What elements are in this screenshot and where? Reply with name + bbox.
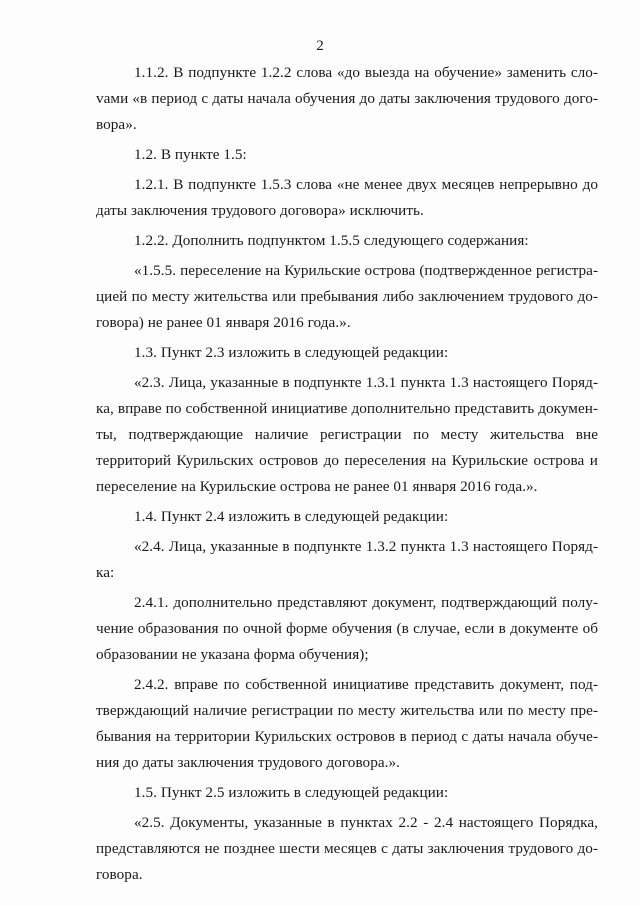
paragraph-quote-2-4: «2.4. Лица, указанные в подпункте 1.3.2 пункта 1.3 настоящего Порядка: [96, 538, 598, 581]
paragraph-quote-1-5-5: «1.5.5. переселение на Курильские острова (подтвержденное регистрацией по месту жительства или пребывания либо заключением трудового договора) не ранее 01 января 2016 года.». [96, 262, 598, 331]
paragraph-1-3: 1.3. Пункт 2.3 изложить в следующей редакции: [134, 344, 449, 361]
paragraph-1-2: 1.2. В пункте 1.5: [134, 146, 247, 163]
paragraph-quote-2-5: «2.5. Документы, указанные в пунктах 2.2 - 2.4 настоящего Порядка, представляются не позднее шести месяцев с даты заключения трудового договора. [96, 814, 598, 883]
paragraph-1-1-2: 1.1.2. В подпункте 1.2.2 слова «до выезда на обучение» заменить слоvами «в период с даты начала обучения до даты заключения трудового договора». [96, 64, 598, 133]
paragraph-1-2-1: 1.2.1. В подпункте 1.5.3 слова «не менее двух месяцев непрерывно до даты заключения трудового договора» исключить. [96, 176, 598, 219]
page-number: 2 [316, 38, 324, 54]
paragraph-quote-2-3: «2.3. Лица, указанные в подпункте 1.3.1 пункта 1.3 настоящего Порядка, вправе по собственной инициативе дополнительно представить документы, подтверждающие наличие регистрации по месту жительства вне территорий Курильских островов до переселения на Курильские острова и переселение на Курильские острова не ранее 01 января 2016 года.». [96, 374, 598, 495]
paragraph-1-5: 1.5. Пункт 2.5 изложить в следующей редакции: [134, 784, 449, 801]
paragraph-1-4: 1.4. Пункт 2.4 изложить в следующей редакции: [134, 508, 449, 525]
document-body [96, 60, 598, 888]
paragraph-2-4-2: 2.4.2. вправе по собственной инициативе представить документ, подтверждающий наличие регистрации по месту жительства или по месту пребывания на территории Курильских островов в период с даты начала обучения до даты заключения трудового договора.». [96, 676, 598, 771]
paragraph-2-4-1: 2.4.1. дополнительно представляют документ, подтверждающий получение образования по очной форме обучения (в случае, если в документе об образовании не указана форма обучения); [96, 594, 598, 663]
paragraph-1-2-2: 1.2.2. Дополнить подпунктом 1.5.5 следующего содержания: [134, 232, 529, 249]
